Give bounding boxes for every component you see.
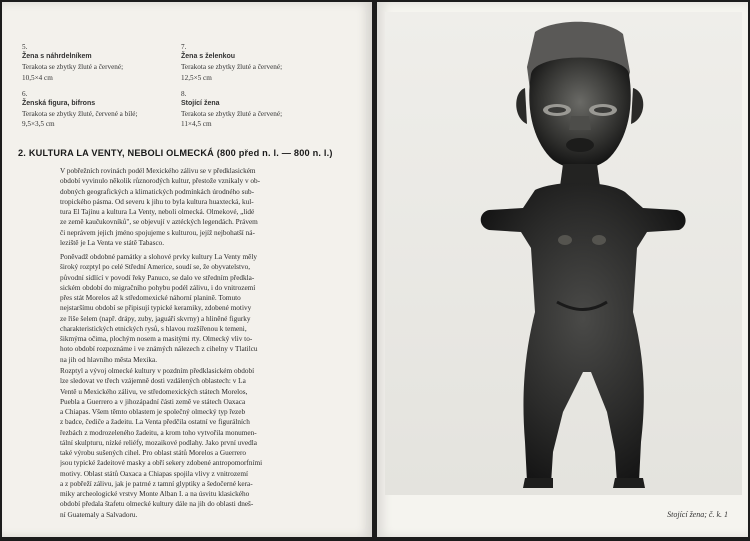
text-line: období předala štafetu olmecké kultury dále na jih do oblasti dneš-	[60, 500, 254, 509]
text-line: leziště je La Venta ve státě Tabasco.	[60, 238, 165, 247]
text-line: charakteristických etnických rysů, s hlavou rozšířenou k temeni,	[60, 324, 247, 333]
text-line: V pobřežních rovinách podél Mexického zálivu se v předklasickém	[60, 167, 256, 175]
text-line: Puebla a Guerrero a v jihozápadní části země ve státech Oaxaca	[60, 397, 246, 406]
text-line: ze země kaučukovníků", se objevují v aztéckých legendách. Právem	[60, 218, 258, 227]
text-line: Poněvadž obdobné památky a slohové prvky kultury La Venty měly	[60, 253, 257, 261]
figure-caption: Stojící žena; č. k. 1	[667, 510, 728, 519]
entry-dimensions: 9,5×3,5 cm	[22, 120, 55, 129]
text-line: Ventě u Mexického zálivu, ve středomexických státech Morelos,	[60, 387, 248, 396]
entry-title: Stojící žena	[181, 100, 220, 108]
entry-title: Žena s náhrdelníkem	[22, 53, 92, 61]
entry-title: Žena s želenkou	[181, 53, 236, 61]
text-line: či neprávem jejich jméno spojujeme s kulturou, jejíž nejbohatší ná-	[60, 228, 255, 237]
text-line: také výrobu sušených cihel. Pro oblast států Morelos a Guerrero	[60, 449, 247, 457]
entry-number: 8.	[181, 89, 187, 98]
text-line: řezbách z modrozeleného žadeitu, a krom toho vytvořila monumen-	[60, 428, 257, 437]
text-line: hoto období rozpoznáme i ve známých nálezech z cihelny v Tlatilcu	[60, 345, 258, 354]
text-line: jsou typické žadeitové masky a obří sekery zdobené antropomorfními	[60, 459, 263, 468]
text-line: ní Guatemaly a Salvadoru.	[60, 510, 138, 519]
text-line: široký rozptyl po celé Střední Americe, soudí se, že obyvatelstvo,	[60, 263, 251, 272]
text-line: přes stát Morelos až k středomexické náhorní planině. Tomuto	[60, 294, 241, 302]
entry-dimensions: 12,5×5 cm	[181, 73, 212, 82]
entry-material: Terakota se zbytky žluté, červené a bílé;	[22, 110, 138, 119]
text-line: na jih od hlavního města Mexika.	[60, 355, 158, 364]
entry-number: 6.	[22, 89, 28, 98]
text-line: sickém období do migračního pohybu podél zálivu, i do vnitrozemí	[60, 283, 256, 292]
text-line: původní sídlící v povodí řeky Panuco, se dalo ve středním předkla-	[60, 273, 255, 282]
text-line: a z pobřeží zálivu, jak je patrné z tamní glyptiky a šedočerné kera-	[60, 479, 253, 488]
text-line: lze sledovat ve třech vzájemně dosti vzdálených oblastech: v La	[60, 377, 246, 386]
entry-title: Ženská figura, bifrons	[22, 100, 96, 108]
catalog-entry	[181, 42, 361, 83]
catalog-entry	[22, 42, 182, 83]
text-line: období vyvinulo několik různorodých kultur, přestože vznikaly v ob-	[60, 177, 261, 186]
entry-number: 5.	[22, 43, 28, 51]
paragraph-2	[60, 252, 332, 365]
entry-dimensions: 11×4,5 cm	[181, 120, 212, 129]
text-line: tura El Tajínu a kultura La Venty, neboli olmecká. Olmekové, „lidé	[60, 208, 255, 216]
text-line: ze řiše šelem (např. drápy, zuby, jaguáří skvrny) a hliněné figurky	[60, 314, 251, 323]
text-line: Rozptyl a vývoj olmecké kultury v pozdním předklasickém období	[60, 367, 255, 375]
paragraph-3	[60, 366, 332, 520]
section-heading: 2. KULTURA LA VENTY, NEBOLI OLMECKÁ (800 před n. l. — 800 n. l.)	[18, 148, 333, 158]
entry-material: Terakota se zbytky žluté a červené;	[181, 63, 283, 72]
text-line: šikmýma očima, plochým nosem a masitými rty. Olmecký vliv to-	[60, 335, 253, 343]
paragraph-1	[60, 166, 332, 248]
catalog-column-2	[181, 42, 361, 136]
catalog-entry	[22, 89, 182, 130]
text-line: tální skulpturu, nízké reliéfy, mozaikové podlahy. Jako první uvedla	[60, 438, 257, 447]
entry-material: Terakota se zbytky žluté a červené;	[181, 110, 283, 119]
text-line: z badce, čediče a žadeitu. La Venta předčila ostatní ve figurálních	[60, 418, 250, 427]
entry-number: 7.	[181, 43, 187, 51]
entry-material: Terakota se zbytky žluté a červené;	[22, 63, 124, 72]
text-line: nejstaršímu období se připisují typické keramiky, zdobené motivy	[60, 304, 252, 313]
text-line: a Chiapas. Všem těmto oblastem je společný olmecký typ řezeb	[60, 408, 246, 416]
text-line: motivy. Oblast států Oaxaca a Chiapas spojila vlivy z vnitrozemí	[60, 469, 248, 478]
catalog-column-1	[22, 42, 182, 136]
catalog-entry	[181, 89, 361, 130]
text-line: miky archeologické vrstvy Monte Alban I. a na úsvitu klasického	[60, 490, 250, 498]
text-line: tropického pásma. Od severu k jihu to byla kultura huaxtecká, kul-	[60, 197, 254, 206]
entry-dimensions: 10,5×4 cm	[22, 73, 53, 82]
text-line: dobných geografických a klimatických podmínkách úrodného sub-	[60, 187, 255, 196]
figurine-photo	[385, 12, 742, 495]
